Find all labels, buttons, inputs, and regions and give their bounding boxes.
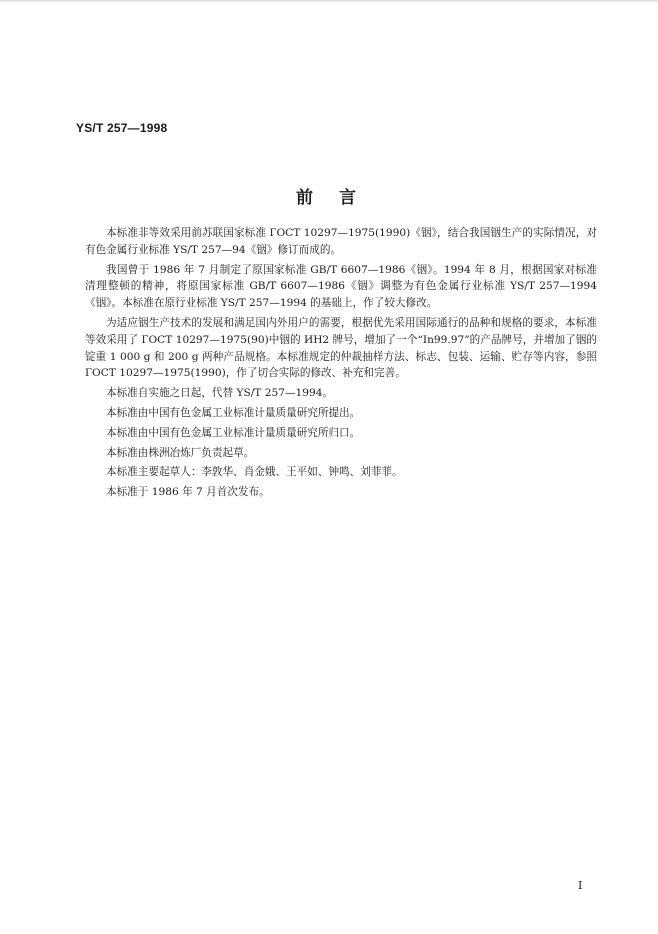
foreword-body bbox=[85, 225, 597, 504]
paragraph-adoption: 本标准非等效采用前苏联国家标准 ГОСТ 10297—1975(1990)《铟》，结合我国铟生产的实际情况，对有色金属行业标准 YS/T 257—94《铟》修订而成的。 bbox=[85, 227, 597, 256]
paragraph-administrator: 本标准由中国有色金属工业标准计量质量研究所归口。 bbox=[106, 426, 361, 439]
paragraph-drafter: 本标准由株洲冶炼厂负责起草。 bbox=[106, 446, 255, 459]
paragraph-changes: 为适应铟生产技术的发展和满足国内外用户的需要，根据优先采用国际通行的品种和规格的要求，本标准等效采用了 ГОСТ 10297—1975(90)中铟的 ИН2 牌号，增加了一个“In99.97”的产品牌号，并增加了铟的锭重 1 000 g 和 200 g 两种产品规格。本标准规定的仲裁抽样方法、标志、包装、运输、贮存等内容，参照 ГОСТ 10297—1975(1990)，作了切合实际的修改、补充和完善。 bbox=[85, 316, 597, 380]
page-number: I bbox=[578, 879, 583, 892]
paragraph-first-issue: 本标准于 1986 年 7 月首次发布。 bbox=[106, 486, 270, 499]
standard-code: YS/T 257—1998 bbox=[76, 121, 168, 135]
paragraph-authors: 本标准主要起草人：李敦华、肖金娥、王平如、钟鸣、刘菲菲。 bbox=[106, 466, 403, 479]
paragraph-history: 我国曾于 1986 年 7 月制定了原国家标准 GB/T 6607—1986《铟》。1994 年 8 月，根据国家对标准清理整顿的精神，将原国家标准 GB/T 6607—1986《铟》调整为有色金属行业标准 YS/T 257—1994《铟》。本标准在原行业标准 YS/T 257—1994 的基础上，作了较大修改。 bbox=[85, 263, 597, 310]
scan-edge bbox=[0, 0, 658, 3]
paragraph-proposer: 本标准由中国有色金属工业标准计量质量研究所提出。 bbox=[106, 406, 361, 419]
paragraph-replacement: 本标准自实施之日起，代替 YS/T 257—1994。 bbox=[106, 387, 334, 400]
page-title: 前言 bbox=[296, 188, 382, 208]
